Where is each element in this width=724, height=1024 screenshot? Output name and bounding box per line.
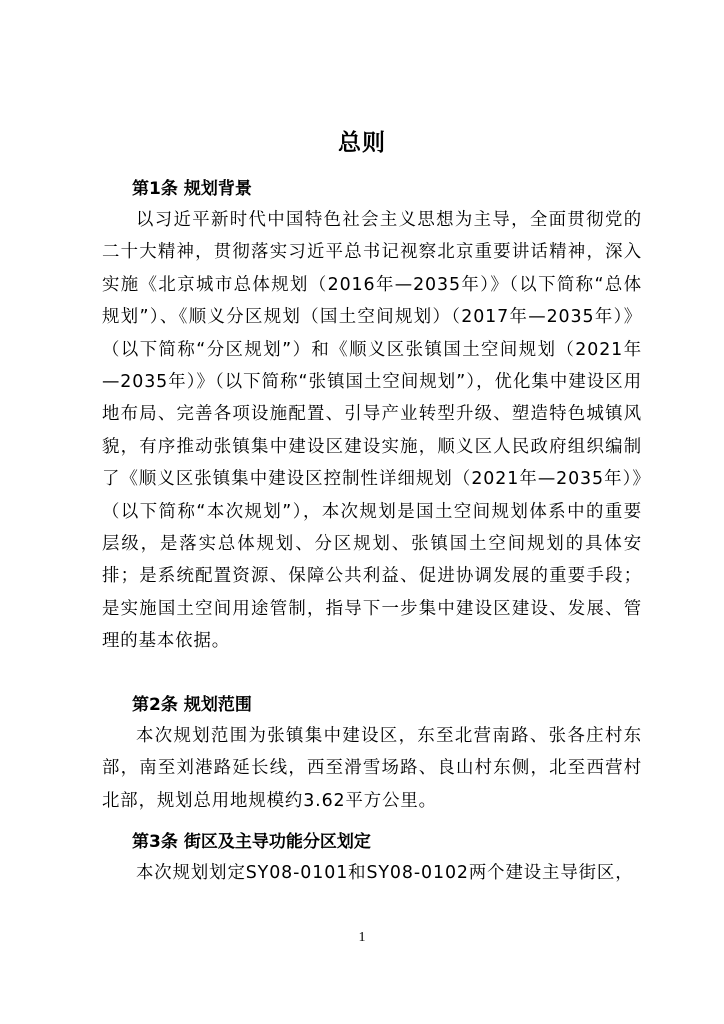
- article-number: 第3条: [132, 832, 178, 852]
- article-number: 第2条: [132, 695, 178, 715]
- page-number: 1: [358, 930, 366, 945]
- article-title: 规划背景: [183, 179, 252, 199]
- article-2: [102, 690, 642, 817]
- article-title: 规划范围: [183, 695, 252, 715]
- article-heading: [102, 690, 642, 720]
- page-title: 总则: [338, 130, 386, 156]
- article-body: 本次规划范围为张镇集中建设区，东至北营南路、张各庄村东部，南至刘港路延长线，西至滑雪场路、良山村东侧，北至西营村北部，规划总用地规模约3.62平方公里。: [102, 726, 642, 811]
- article-heading: [102, 174, 642, 204]
- article-body: 本次规划划定SY08-0101和SY08-0102两个建设主导街区，: [136, 863, 634, 883]
- article-title: 街区及主导功能分区划定: [183, 832, 371, 852]
- article-3: [102, 827, 642, 889]
- article-heading: [102, 827, 642, 857]
- article-1: [102, 174, 642, 658]
- article-body: 以习近平新时代中国特色社会主义思想为主导，全面贯彻党的二十大精神，贯彻落实习近平总书记视察北京重要讲话精神，深入实施《北京城市总体规划（2016年—2035年）》（以下简称“总体规划”）、《顺义分区规划（国土空间规划）（2017年—2035年）》（以下简称“分区规划”）和《顺义区张镇国土空间规划（2021年—2035年）》（以下简称“张镇国土空间规划”），优化集中建设区用地布局、完善各项设施配置、引导产业转型升级、塑造特色城镇风貌，有序推动张镇集中建设区建设实施，顺义区人民政府组织编制了《顺义区张镇集中建设区控制性详细规划（2021年—2035年）》（以下简称“本次规划”），本次规划是国土空间规划体系中的重要层级，是落实总体规划、分区规划、张镇国土空间规划的具体安排；是系统配置资源、保障公共利益、促进协调发展的重要手段；是实施国土空间用途管制，指导下一步集中建设区建设、发展、管理的基本依据。: [102, 210, 642, 652]
- article-number: 第1条: [132, 179, 178, 199]
